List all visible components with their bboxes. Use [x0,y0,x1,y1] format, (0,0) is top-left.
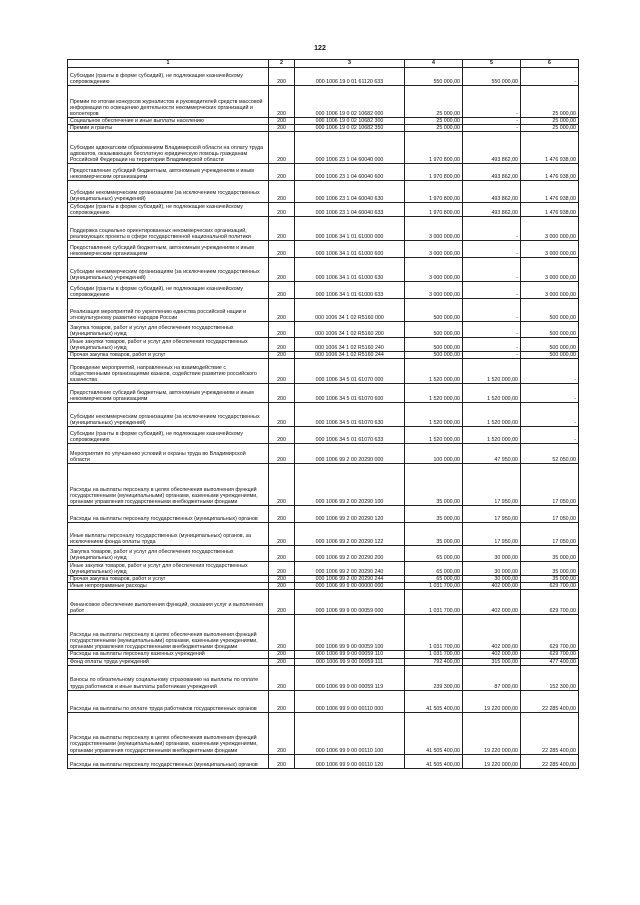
row-code-cell: 200 [269,203,295,217]
row-value-remaining-cell: 17 050,00 [521,464,579,506]
table-row [68,546,579,562]
row-value-remaining-cell: - [521,68,579,86]
row-code-cell: 200 [269,583,295,590]
row-value-executed-cell: 19 220 000,00 [463,690,521,712]
row-name-cell: Субсидии (гранты в форме субсидий), не подлежащие казначейскому сопровождению [68,68,269,86]
row-value-executed-cell: 1 520 000,00 [463,384,521,403]
row-value-executed-cell: 30 000,00 [463,546,521,562]
row-name-cell: Прочая закупка товаров, работ и услуг [68,576,269,583]
row-name-cell: Закупка товаров, работ и услуг для обеспечения государственных (муниципальных) нужд [68,546,269,562]
row-name-cell: Прочая закупка товаров, работ и услуг [68,352,269,359]
row-value-remaining-cell: 52 050,00 [521,444,579,464]
table-row [68,690,579,712]
row-kbk-cell: 000 1006 19 0 02 10682 300 [295,118,405,125]
row-name-cell: Субсидии адвокатским образованиям Владимирской области на оплату труда адвокатов, оказывающих бесплатную юридическую помощь гражданам Российской Федерации на территории Владимирской области [68,132,269,164]
row-value-executed-cell: - [463,86,521,118]
row-name-cell: Поддержка социально ориентированных некоммерческих организаций, реализующих проекты в сфере государственной национальной политики [68,217,269,241]
table-row [68,359,579,384]
row-value-executed-cell: - [463,322,521,338]
row-value-approved-cell: 500 000,00 [405,299,463,322]
row-value-remaining-cell: 1 476 938,00 [521,132,579,164]
row-value-executed-cell: 87 000,00 [463,665,521,690]
row-code-cell: 200 [269,125,295,132]
row-value-executed-cell: 402 000,00 [463,583,521,590]
table-row [68,576,579,583]
row-value-executed-cell: 493 862,00 [463,181,521,203]
table-row [68,506,579,523]
row-code-cell: 200 [269,403,295,427]
row-value-approved-cell: 792 400,00 [405,658,463,665]
row-code-cell: 200 [269,562,295,576]
row-kbk-cell: 000 1006 99 9 00 00000 000 [295,583,405,590]
row-kbk-cell: 000 1006 99 9 00 00059 119 [295,665,405,690]
row-code-cell: 200 [269,132,295,164]
header-cell: 2 [269,60,295,68]
row-value-executed-cell: 47 950,00 [463,444,521,464]
table-row [68,118,579,125]
row-name-cell: Предоставление субсидий бюджетным, автономным учреждениям и иным некоммерческим организациям [68,241,269,258]
header-cell: 1 [68,60,269,68]
row-kbk-cell: 000 1006 99 9 00 00059 100 [295,615,405,651]
row-name-cell: Расходы на выплаты персоналу государственных (муниципальных) органов [68,506,269,523]
table-row [68,241,579,258]
row-kbk-cell: 000 1006 99 2 00 20290 000 [295,444,405,464]
row-value-approved-cell: 25 000,00 [405,125,463,132]
row-value-executed-cell: 17 950,00 [463,464,521,506]
row-name-cell: Мероприятия по улучшению условий и охраны труда во Владимирской области [68,444,269,464]
row-name-cell: Расходы на выплаты персоналу в целях обеспечения выполнения функций государственными (муниципальными) органами, казенными учреждениями, органами управления государственными внебюджетными фондами [68,464,269,506]
table-row [68,590,579,615]
table-row [68,338,579,352]
row-value-executed-cell: - [463,258,521,282]
row-value-remaining-cell: 152 300,00 [521,665,579,690]
row-name-cell: Фонд оплаты труда учреждений [68,658,269,665]
row-name-cell: Расходы на выплаты по оплате труда работников государственных органов [68,690,269,712]
row-value-executed-cell: 19 220 000,00 [463,754,521,768]
row-value-executed-cell: - [463,338,521,352]
row-value-remaining-cell: 22 285 400,00 [521,712,579,754]
row-value-approved-cell: 1 520 000,00 [405,359,463,384]
row-value-executed-cell: 1 520 000,00 [463,403,521,427]
row-value-approved-cell: 1 031 700,00 [405,590,463,615]
row-value-remaining-cell: 17 050,00 [521,506,579,523]
row-kbk-cell: 000 1006 23 1 04 60040 633 [295,203,405,217]
row-name-cell: Субсидии (гранты в форме субсидий), не подлежащие казначейскому сопровождению [68,203,269,217]
row-kbk-cell: 000 1006 34 5 01 61070 630 [295,403,405,427]
row-value-remaining-cell: 3 000 000,00 [521,258,579,282]
row-kbk-cell: 000 1006 99 2 00 20290 122 [295,523,405,546]
row-name-cell: Субсидии (гранты в форме субсидий), не подлежащие казначейскому сопровождению [68,427,269,444]
row-value-approved-cell: 35 000,00 [405,506,463,523]
row-kbk-cell: 000 1006 99 9 00 00110 120 [295,754,405,768]
row-value-approved-cell: 3 000 000,00 [405,217,463,241]
row-name-cell: Иные закупки товаров, работ и услуг для обеспечения государственных (муниципальных) нужд [68,338,269,352]
row-code-cell: 200 [269,665,295,690]
row-value-remaining-cell: 35 000,00 [521,562,579,576]
row-value-approved-cell: 1 970 800,00 [405,203,463,217]
table-row [68,299,579,322]
row-value-executed-cell: 1 520 000,00 [463,427,521,444]
row-value-approved-cell: 41 505 400,00 [405,754,463,768]
row-code-cell: 200 [269,464,295,506]
row-value-approved-cell: 1 031 700,00 [405,583,463,590]
header-cell: 3 [295,60,405,68]
table-row [68,164,579,181]
row-kbk-cell: 000 1006 99 2 00 20290 244 [295,576,405,583]
row-code-cell: 200 [269,658,295,665]
row-value-executed-cell: - [463,217,521,241]
row-name-cell: Иные закупки товаров, работ и услуг для обеспечения государственных (муниципальных) нужд [68,562,269,576]
table-row [68,583,579,590]
row-value-approved-cell: 500 000,00 [405,352,463,359]
row-value-approved-cell: 41 505 400,00 [405,690,463,712]
row-value-remaining-cell: 25 000,00 [521,125,579,132]
row-name-cell: Взносы по обязательному социальному страхованию на выплаты по оплате труда работников и иные выплаты работникам учреждений [68,665,269,690]
row-kbk-cell: 000 1006 34 5 01 61070 000 [295,359,405,384]
row-code-cell: 200 [269,546,295,562]
row-value-approved-cell: 35 000,00 [405,523,463,546]
row-value-executed-cell: 17 950,00 [463,506,521,523]
table-row [68,712,579,754]
row-kbk-cell: 000 1006 99 9 00 00110 100 [295,712,405,754]
row-kbk-cell: 000 1006 99 2 00 20290 120 [295,506,405,523]
row-code-cell: 200 [269,754,295,768]
row-value-executed-cell: 493 862,00 [463,132,521,164]
table-row [68,352,579,359]
table-row [68,132,579,164]
row-code-cell: 200 [269,590,295,615]
row-value-remaining-cell: 17 050,00 [521,523,579,546]
row-kbk-cell: 000 1006 23 1 04 60040 630 [295,181,405,203]
table-row [68,384,579,403]
row-value-remaining-cell: - [521,359,579,384]
table-body [68,60,579,769]
header-cell: 5 [463,60,521,68]
row-value-executed-cell: 493 862,00 [463,203,521,217]
row-code-cell: 200 [269,576,295,583]
row-value-executed-cell: 402 000,00 [463,651,521,658]
row-value-approved-cell: 41 505 400,00 [405,712,463,754]
row-value-remaining-cell: - [521,384,579,403]
row-value-remaining-cell: 22 285 400,00 [521,690,579,712]
row-value-approved-cell: 1 970 800,00 [405,164,463,181]
row-kbk-cell: 000 1006 34 1 01 61000 633 [295,282,405,299]
row-kbk-cell: 000 1006 34 1 02 R5160 244 [295,352,405,359]
row-kbk-cell: 000 1006 34 1 01 61000 600 [295,241,405,258]
row-value-approved-cell: 1 520 000,00 [405,403,463,427]
page-number: 122 [314,45,326,52]
table-row [68,203,579,217]
row-code-cell: 200 [269,299,295,322]
row-name-cell: Премии по итогам конкурсов журналистов и руководителей средств массовой информации по освещению деятельности некоммерческих организаций и волонтеров [68,86,269,118]
row-value-executed-cell: 550 000,00 [463,68,521,86]
row-code-cell: 200 [269,164,295,181]
table-row [68,754,579,768]
row-code-cell: 200 [269,217,295,241]
row-value-executed-cell: 315 000,00 [463,658,521,665]
row-kbk-cell: 000 1006 99 2 00 20290 100 [295,464,405,506]
row-kbk-cell: 000 1006 34 1 01 61000 000 [295,217,405,241]
row-value-remaining-cell: 629 700,00 [521,615,579,651]
row-value-approved-cell: 239 300,00 [405,665,463,690]
row-kbk-cell: 000 1006 19 0 02 10682 000 [295,86,405,118]
row-value-remaining-cell: 477 400,00 [521,658,579,665]
row-name-cell: Субсидии некоммерческим организациям (за исключением государственных (муниципальных) учреждений) [68,181,269,203]
row-code-cell: 200 [269,258,295,282]
row-code-cell: 200 [269,651,295,658]
table-row [68,651,579,658]
row-value-approved-cell: 1 031 700,00 [405,615,463,651]
row-value-remaining-cell: 1 476 938,00 [521,203,579,217]
row-value-executed-cell: - [463,241,521,258]
row-code-cell: 200 [269,523,295,546]
row-value-remaining-cell: - [521,427,579,444]
row-name-cell: Расходы на выплаты персоналу государственных (муниципальных) органов [68,754,269,768]
row-value-remaining-cell: 500 000,00 [521,299,579,322]
table-row [68,217,579,241]
row-value-executed-cell: 30 000,00 [463,562,521,576]
row-value-approved-cell: 1 031 700,00 [405,651,463,658]
header-cell: 6 [521,60,579,68]
table-row [68,464,579,506]
row-code-cell: 200 [269,181,295,203]
row-kbk-cell: 000 1006 99 9 00 00059 111 [295,658,405,665]
row-value-approved-cell: 500 000,00 [405,322,463,338]
row-value-approved-cell: 100 000,00 [405,444,463,464]
row-name-cell: Социальное обеспечение и иные выплаты населению [68,118,269,125]
row-name-cell: Расходы на выплаты персоналу в целях обеспечения выполнения функций государственными (муниципальными) органами, казенными учреждениями, органами управления государственными внебюджетными фондами [68,615,269,651]
row-value-executed-cell: - [463,352,521,359]
row-name-cell: Закупка товаров, работ и услуг для обеспечения государственных (муниципальных) нужд [68,322,269,338]
row-kbk-cell: 000 1006 99 9 00 00059 000 [295,590,405,615]
row-code-cell: 200 [269,427,295,444]
row-kbk-cell: 000 1006 34 1 01 61000 630 [295,258,405,282]
row-kbk-cell: 000 1006 34 5 01 61070 633 [295,427,405,444]
row-name-cell: Иные выплаты персоналу государственных (муниципальных) органов, за исключением фонда оплаты труда [68,523,269,546]
row-value-approved-cell: 1 970 800,00 [405,181,463,203]
row-value-executed-cell: - [463,282,521,299]
row-value-remaining-cell: 1 476 938,00 [521,181,579,203]
table-row [68,181,579,203]
row-value-executed-cell: 493 862,00 [463,164,521,181]
row-value-approved-cell: 1 520 000,00 [405,427,463,444]
row-value-approved-cell: 550 000,00 [405,68,463,86]
row-code-cell: 200 [269,690,295,712]
row-kbk-cell: 000 1006 34 1 02 R5160 200 [295,322,405,338]
row-value-approved-cell: 500 000,00 [405,338,463,352]
row-value-remaining-cell: 3 000 000,00 [521,241,579,258]
row-code-cell: 200 [269,282,295,299]
table-row [68,658,579,665]
row-value-remaining-cell: 629 700,00 [521,651,579,658]
row-kbk-cell: 000 1006 19 0 02 10682 350 [295,125,405,132]
row-code-cell: 200 [269,615,295,651]
row-value-executed-cell: - [463,299,521,322]
row-value-remaining-cell: 35 000,00 [521,546,579,562]
row-name-cell: Предоставление субсидий бюджетным, автономным учреждениям и иным некоммерческим организациям [68,164,269,181]
row-kbk-cell: 000 1006 99 9 00 00110 000 [295,690,405,712]
row-kbk-cell: 000 1006 19 0 01 61120 633 [295,68,405,86]
row-code-cell: 200 [269,241,295,258]
row-value-approved-cell: 65 000,00 [405,546,463,562]
row-value-executed-cell: 19 220 000,00 [463,712,521,754]
table-row [68,562,579,576]
row-value-executed-cell: 402 000,00 [463,590,521,615]
row-name-cell: Расходы на выплаты персоналу казенных учреждений [68,651,269,658]
row-code-cell: 200 [269,712,295,754]
row-value-remaining-cell: - [521,403,579,427]
row-kbk-cell: 000 1006 99 2 00 20290 240 [295,562,405,576]
header-cell: 4 [405,60,463,68]
row-kbk-cell: 000 1006 34 5 01 61070 600 [295,384,405,403]
row-value-remaining-cell: 22 285 400,00 [521,754,579,768]
row-value-executed-cell: - [463,118,521,125]
row-name-cell: Проведение мероприятий, направленных на взаимодействие с общественными организациями казаков, содействие развитию российского казачества [68,359,269,384]
table-row [68,615,579,651]
row-name-cell: Иные непрограммные расходы [68,583,269,590]
table-row [68,427,579,444]
row-code-cell: 200 [269,384,295,403]
table-row [68,444,579,464]
row-value-remaining-cell: 3 000 000,00 [521,217,579,241]
row-value-remaining-cell: 1 476 938,00 [521,164,579,181]
row-code-cell: 200 [269,352,295,359]
row-value-remaining-cell: 25 000,00 [521,86,579,118]
table-header-row [68,60,579,68]
row-value-executed-cell: 30 000,00 [463,576,521,583]
row-value-remaining-cell: 629 700,00 [521,590,579,615]
table-row [68,403,579,427]
row-kbk-cell: 000 1006 23 1 04 60040 000 [295,132,405,164]
row-kbk-cell: 000 1006 34 1 02 R5160 240 [295,338,405,352]
row-value-executed-cell: 402 000,00 [463,615,521,651]
row-code-cell: 200 [269,118,295,125]
table-row [68,322,579,338]
row-kbk-cell: 000 1006 99 2 00 20290 200 [295,546,405,562]
table-row [68,665,579,690]
row-value-approved-cell: 25 000,00 [405,86,463,118]
row-value-remaining-cell: 500 000,00 [521,338,579,352]
table-row [68,523,579,546]
table-row [68,86,579,118]
table-row [68,68,579,86]
row-value-remaining-cell: 500 000,00 [521,352,579,359]
row-value-approved-cell: 65 000,00 [405,576,463,583]
row-value-executed-cell: - [463,125,521,132]
row-name-cell: Премии и гранты [68,125,269,132]
row-code-cell: 200 [269,506,295,523]
row-kbk-cell: 000 1006 99 9 00 00059 110 [295,651,405,658]
row-value-approved-cell: 3 000 000,00 [405,282,463,299]
row-value-remaining-cell: 35 000,00 [521,576,579,583]
row-value-approved-cell: 1 970 800,00 [405,132,463,164]
row-name-cell: Финансовое обеспечение выполнения функций, оказания услуг и выполнения работ [68,590,269,615]
row-kbk-cell: 000 1006 34 1 02 R5160 000 [295,299,405,322]
row-value-remaining-cell: 629 700,00 [521,583,579,590]
row-value-approved-cell: 65 000,00 [405,562,463,576]
row-code-cell: 200 [269,338,295,352]
budget-table [67,59,579,769]
row-name-cell: Субсидии некоммерческим организациям (за исключением государственных (муниципальных) учреждений) [68,258,269,282]
row-name-cell: Субсидии некоммерческим организациям (за исключением государственных (муниципальных) учреждений) [68,403,269,427]
row-value-remaining-cell: 500 000,00 [521,322,579,338]
row-code-cell: 200 [269,359,295,384]
row-name-cell: Реализация мероприятий по укреплению единства российской нации и этнокультурному развитию народов России [68,299,269,322]
row-value-executed-cell: 1 520 000,00 [463,359,521,384]
row-value-approved-cell: 35 000,00 [405,464,463,506]
table-row [68,258,579,282]
row-code-cell: 200 [269,68,295,86]
row-value-approved-cell: 3 000 000,00 [405,258,463,282]
row-value-approved-cell: 1 520 000,00 [405,384,463,403]
row-value-executed-cell: 17 950,00 [463,523,521,546]
row-name-cell: Расходы на выплаты персоналу в целях обеспечения выполнения функций государственными (муниципальными) органами, казенными учреждениями, органами управления государственными внебюджетными фондами [68,712,269,754]
row-value-approved-cell: 3 000 000,00 [405,241,463,258]
table-row [68,282,579,299]
row-code-cell: 200 [269,444,295,464]
row-value-remaining-cell: 25 000,00 [521,118,579,125]
row-code-cell: 200 [269,322,295,338]
row-value-remaining-cell: 3 000 000,00 [521,282,579,299]
row-name-cell: Субсидии (гранты в форме субсидий), не подлежащие казначейскому сопровождению [68,282,269,299]
row-code-cell: 200 [269,86,295,118]
row-name-cell: Предоставление субсидий бюджетным, автономным учреждениям и иным некоммерческим организациям [68,384,269,403]
table-row [68,125,579,132]
row-value-approved-cell: 25 000,00 [405,118,463,125]
row-kbk-cell: 000 1006 23 1 04 60040 600 [295,164,405,181]
